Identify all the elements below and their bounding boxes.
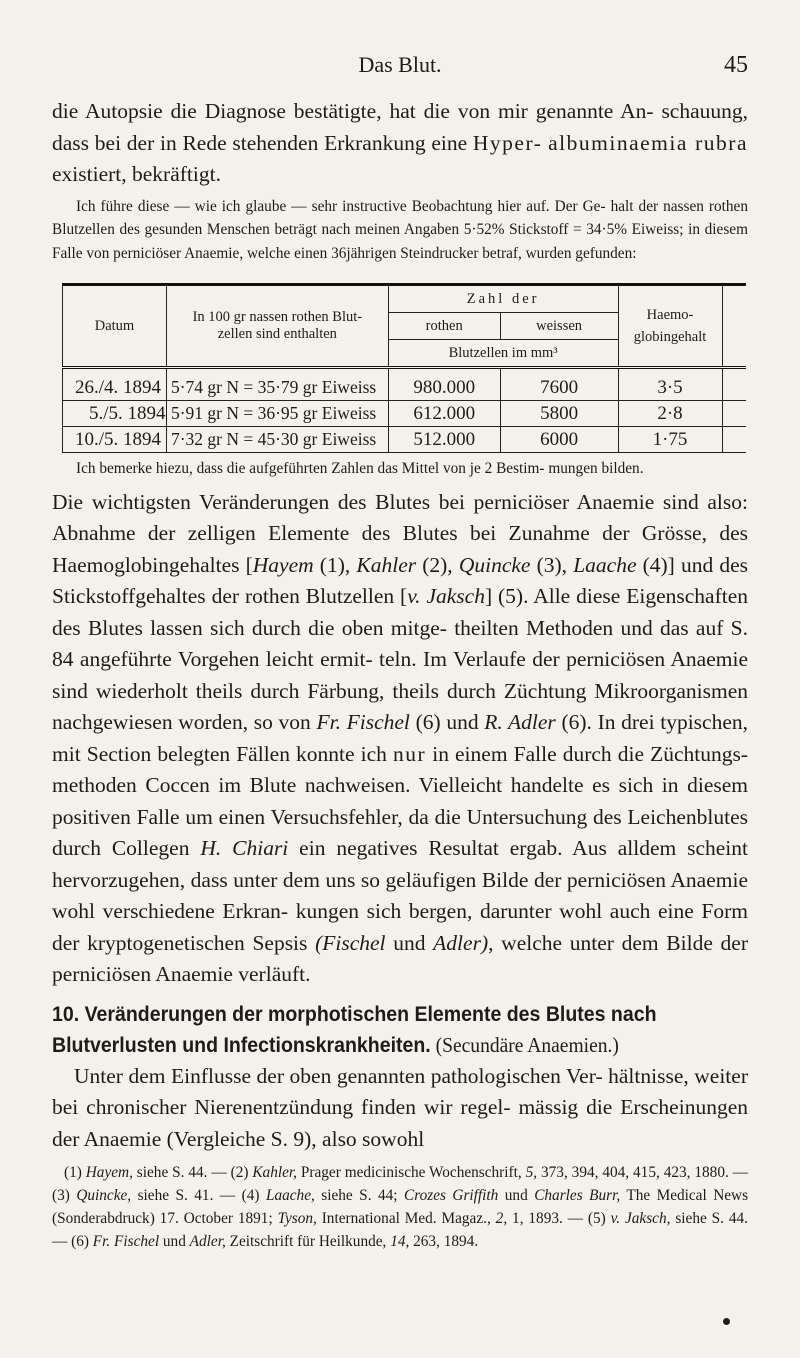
author-ref: Quincke,: [76, 1187, 132, 1204]
header-content: In 100 gr nassen rothen Blut- zellen sind enthalten: [166, 285, 388, 368]
text-run: und: [385, 930, 434, 955]
row-content: 5·91 gr N = 36·95 gr Eiweiss: [166, 401, 388, 427]
text-run: ein negatives Resultat ergab. Aus alldem scheint hervorzugehen, dass unter dem uns so geläufigen Bilde der perniciösen Anaemie wohl verschiedene Erkran- kungen sich bergen, darunter wohl auch eine Form der kryptogenetischen Sepsis: [52, 836, 749, 955]
text-run: 373, 394, 404, 415, 423, 1880. — (3): [52, 1164, 748, 1204]
header-rothen: rothen: [388, 313, 500, 340]
section-subtitle: (Secundäre Anaemien.): [430, 1032, 619, 1057]
table-note: Ich bemerke hiezu, dass die aufgeführten Zahlen das Mittel von je 2 Bestim- mungen bilden.: [76, 460, 644, 477]
author-ref: Kahler: [356, 552, 417, 577]
text-run: Prager medicinische Wochenschrift,: [296, 1164, 526, 1181]
row-weissen: 7600: [500, 368, 618, 401]
author-ref: Charles Burr,: [534, 1187, 621, 1204]
header-spacer: [722, 285, 746, 368]
text-run: (4)] und des Stickstoffgehaltes der rothen Blutzellen [: [52, 552, 749, 608]
text-run: siehe S. 44. — (6): [52, 1210, 748, 1250]
author-ref: H. Chiari: [200, 836, 289, 860]
text-run: International Med. Magaz.,: [316, 1210, 496, 1227]
author-ref: Tyson,: [277, 1210, 317, 1227]
text-run: Zeitschrift für Heilkunde,: [225, 1233, 391, 1250]
section-heading: [52, 999, 748, 1061]
row-haemo: 3·5: [618, 368, 722, 401]
running-head: [52, 52, 748, 80]
text-run: 1, 1893. — (5): [507, 1210, 611, 1227]
row-spacer: [722, 401, 746, 427]
row-weissen: 6000: [500, 427, 618, 453]
footnotes: [52, 1161, 748, 1253]
author-ref: Hayem,: [85, 1164, 133, 1181]
author-ref: Laache,: [265, 1187, 315, 1204]
text-run: und: [159, 1233, 190, 1250]
author-ref: v. Jaksch: [407, 584, 485, 608]
intro-line2a: schauung, dass bei der in Rede stehenden Erkrankung eine: [52, 99, 749, 155]
volume: 5,: [525, 1164, 538, 1181]
author-ref: Fr. Fischel: [316, 710, 410, 734]
text-run: , welche unter dem Bilde der perniciösen Anaemie verläuft.: [52, 930, 749, 986]
header-haemo: Haemo- globingehalt: [618, 285, 722, 368]
author-ref: Laache: [573, 552, 637, 577]
running-title: Das Blut.: [358, 52, 442, 77]
blood-data-table: [62, 283, 746, 453]
intro-term-hyper: Hyper-: [472, 130, 543, 155]
header-datum: Datum: [63, 285, 167, 368]
row-spacer: [722, 427, 746, 453]
table-row: [63, 401, 747, 427]
intro-line3b: existiert, bekräftigt.: [52, 162, 221, 186]
page-number: 45: [724, 52, 748, 78]
text-run: (3),: [530, 552, 574, 577]
row-datum: 26./4. 1894: [63, 368, 167, 401]
author-ref: Quincke: [458, 552, 531, 577]
text-run: und: [498, 1187, 535, 1204]
row-rothen: 512.000: [388, 427, 500, 453]
header-blutzellen: Blutzellen im mm³: [388, 340, 618, 368]
author-ref: Kahler,: [252, 1164, 297, 1181]
text-run: (1): [64, 1164, 86, 1181]
row-rothen: 980.000: [388, 368, 500, 401]
text-run: 263, 1894.: [409, 1233, 479, 1250]
page: [52, 52, 748, 1253]
text-run: The Medical News (Sonderabdruck) 17. October 1891;: [52, 1187, 749, 1227]
row-spacer: [722, 368, 746, 401]
section-title: 10. Veränderungen der morphotischen Elemente des Blutes nach Blutverlusten und Infectionskrankheiten.: [52, 1002, 657, 1057]
row-weissen: 5800: [500, 401, 618, 427]
header-weissen: weissen: [500, 313, 618, 340]
intro-line1: die Autopsie die Diagnose bestätigte, hat die von mir genannte An-: [52, 99, 654, 123]
author-ref: Crozes Griffith: [404, 1187, 499, 1204]
volume: 2,: [495, 1210, 508, 1227]
text-run: ] (5). Alle diese Eigenschaften des Blutes lassen sich durch die oben mitge- theilten Methoden und das auf S. 84 angeführte Vorgehen leicht ermit- teln. Im Verlaufe der perniciösen Anaemie sind wiederholt theils durch Färbung, theils durch Züchtung Mikroorganismen nachgewiesen worden, so von: [52, 584, 748, 734]
author-ref: Adler,: [189, 1233, 226, 1250]
text-run: (1),: [313, 552, 357, 577]
text-run: siehe S. 41. — (4): [131, 1187, 266, 1204]
text-run: siehe S. 44. — (2): [132, 1164, 253, 1181]
text-run: Die wichtigsten Veränderungen des Blutes bei perniciöser Anaemie sind also: Abnahme der zelligen Elemente des Blutes bei Zunahme der Grösse, des Haemoglobingehaltes [: [52, 489, 748, 577]
main-paragraph: [52, 487, 748, 991]
row-haemo: 1·75: [618, 427, 722, 453]
text-run: siehe S. 44;: [314, 1187, 404, 1204]
header-zahl: Zahl der: [388, 285, 618, 313]
row-content: 7·32 gr N = 45·30 gr Eiweiss: [166, 427, 388, 453]
text-run: (6). In drei typischen, mit Section belegten Fällen konnte ich: [52, 710, 749, 766]
volume: 14,: [390, 1233, 410, 1250]
section-paragraph: Unter dem Einflusse der oben genannten pathologischen Ver- hältnisse, weiter bei chronischer Nierenentzündung finden wir regel- mässig die Erscheinungen der Anaemie (Vergleiche S. 9), also sowohl: [52, 1063, 748, 1151]
text-run: in einem Falle durch die Züchtungs- methoden Coccen im Blute nachweisen. Vielleicht handelte es sich in diesem positiven Falle um einen Versuchsfehler, da die Untersuchung des Leichenblutes durch Collegen: [52, 741, 748, 860]
author-ref: Hayem: [252, 552, 314, 577]
author-ref: v. Jaksch,: [610, 1210, 671, 1227]
row-content: 5·74 gr N = 35·79 gr Eiweiss: [166, 368, 388, 401]
table-row: [63, 368, 747, 401]
row-datum: 10./5. 1894: [63, 427, 167, 453]
row-haemo: 2·8: [618, 401, 722, 427]
author-ref: Fr. Fischel: [92, 1233, 160, 1250]
ink-dot: [723, 1318, 730, 1325]
text-run: (2),: [416, 552, 459, 577]
row-datum: 5./5. 1894: [63, 401, 167, 427]
author-ref: Adler): [433, 930, 489, 955]
table-row: [63, 427, 747, 453]
intro-term-albuminaemia: albuminaemia rubra: [548, 130, 749, 155]
author-ref: (Fischel: [315, 930, 386, 955]
text-run: (6) und: [409, 710, 485, 734]
author-ref: R. Adler: [484, 710, 556, 734]
footnote-text: [52, 1161, 748, 1253]
intro-paragraph: [52, 96, 748, 191]
observation-paragraph: Ich führe diese — wie ich glaube — sehr instructive Beobachtung hier auf. Der Ge- halt der nassen rothen Blutzellen des gesunden Menschen beträgt nach meinen Angaben 5·52% Stickstoff = 34·5% Eiweiss; in diesem Falle von perniciöser Anaemie, welche einen 36jährigen Steindrucker betraf, wurden gefunden:: [52, 197, 748, 262]
row-rothen: 612.000: [388, 401, 500, 427]
emphasis: nur: [392, 741, 427, 766]
